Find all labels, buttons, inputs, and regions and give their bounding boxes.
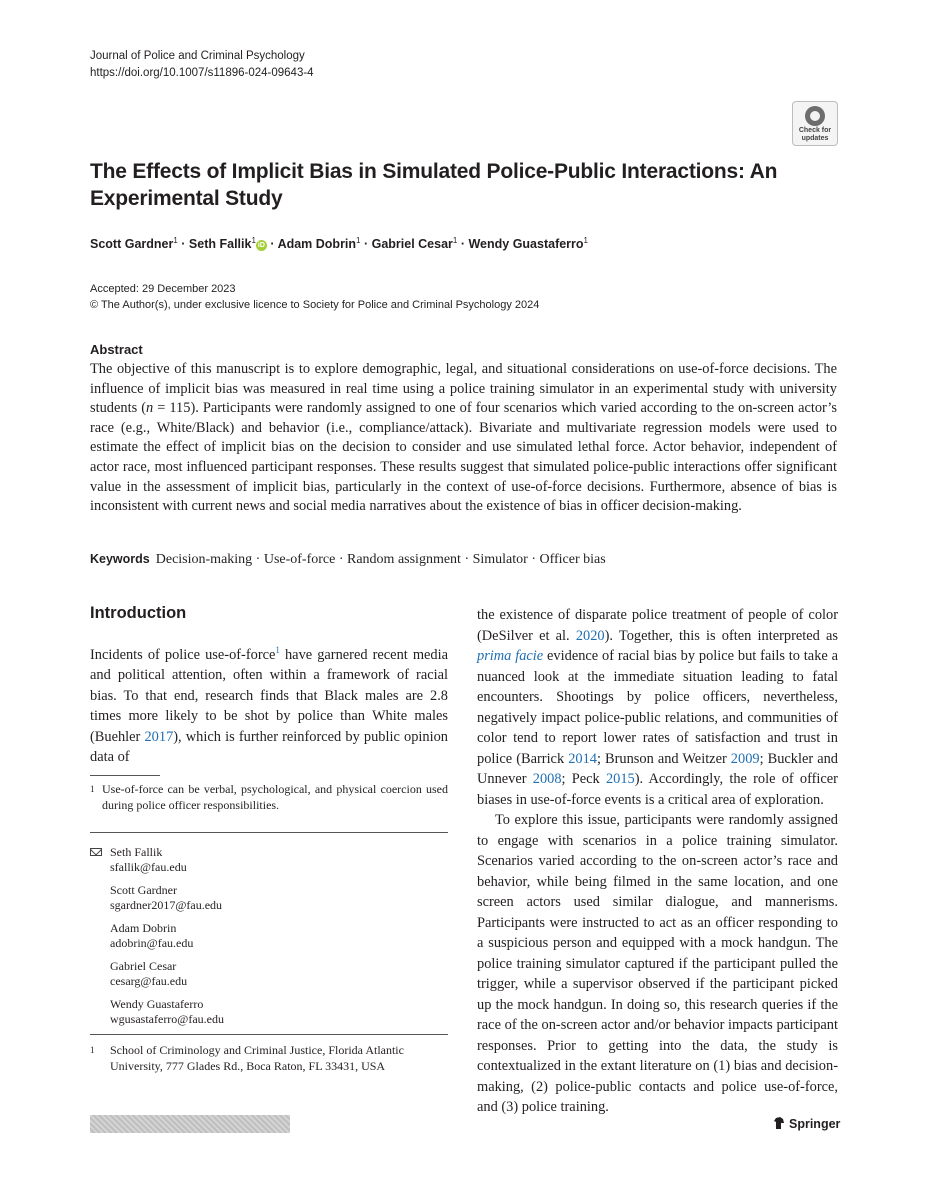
citation-link[interactable]: 2015 bbox=[605, 771, 635, 787]
footnote-ref[interactable]: 1 bbox=[275, 645, 280, 655]
journal-header bbox=[90, 48, 314, 82]
article-title: The Effects of Implicit Bias in Simulated Police-Public Interactions: An Experimental Study bbox=[90, 160, 778, 210]
author-affil-sup: 1 bbox=[173, 236, 178, 245]
keywords-label: Keywords bbox=[90, 552, 150, 566]
check-updates-label: Check for updates bbox=[798, 127, 832, 142]
citation-link[interactable]: 2008 bbox=[532, 771, 562, 787]
contact-name: Seth Fallik bbox=[110, 845, 163, 859]
footnote-text: Use-of-force can be verbal, psychological, and physical coercion used during police officer responsibilities. bbox=[102, 782, 448, 812]
italic-term: prima facie bbox=[477, 648, 544, 664]
author-affil-sup: 1 bbox=[583, 236, 588, 245]
author-separator: · bbox=[266, 237, 278, 252]
author-name[interactable]: Gabriel Cesar bbox=[371, 237, 453, 252]
author-list bbox=[90, 236, 588, 251]
author-name[interactable]: Wendy Guastaferro bbox=[468, 237, 584, 252]
contact-entry bbox=[110, 997, 224, 1027]
author-name[interactable]: Seth Fallik bbox=[188, 237, 252, 252]
author-affil-sup: 1 bbox=[356, 236, 361, 245]
crossmark-icon bbox=[805, 106, 825, 126]
contact-entry bbox=[110, 921, 193, 951]
springer-horse-icon bbox=[773, 1116, 785, 1130]
contact-name: Adam Dobrin bbox=[110, 921, 177, 935]
introduction-heading: Introduction bbox=[90, 604, 187, 622]
author-affil-sup: 1 bbox=[452, 236, 458, 245]
intro-left-paragraph: Incidents of police use-of-force$^1$ have garnered recent media and political attention, often within a framework of racial bias. To that end, research finds that Black males are 2.8 times more likely to be shot by police than White males (Buehler 2017), which is further reinforced by public opinion data of bbox=[90, 645, 448, 766]
contact-email[interactable]: wgusastaferro@fau.edu bbox=[110, 1012, 225, 1026]
author-separator: · bbox=[360, 237, 372, 252]
footnote-number: 1 bbox=[90, 784, 95, 794]
contact-name: Gabriel Cesar bbox=[110, 959, 177, 973]
publisher-name: Springer bbox=[789, 1117, 841, 1131]
correspondence-divider bbox=[90, 832, 448, 833]
intro-right-column bbox=[477, 605, 838, 1118]
contact-email[interactable]: cesarg@fau.edu bbox=[110, 974, 188, 988]
author-affil-sup: 1 bbox=[251, 236, 256, 245]
keywords-text: Decision-making · Use-of-force · Random assignment · Simulator · Officer bias bbox=[155, 552, 606, 567]
copyright-line: © The Author(s), under exclusive licence to Society for Police and Criminal Psychology 2024 bbox=[90, 299, 540, 311]
author-name[interactable]: Adam Dobrin bbox=[277, 237, 357, 252]
contact-email[interactable]: sfallik@fau.edu bbox=[110, 860, 187, 874]
doi-link[interactable]: https://doi.org/10.1007/s11896-024-09643-4 bbox=[90, 67, 314, 79]
author-separator: · bbox=[457, 237, 469, 252]
contact-name: Wendy Guastaferro bbox=[110, 997, 204, 1011]
abstract-text: The objective of this manuscript is to explore demographic, legal, and situational considerations on use-of-force decisions. The influence of implicit bias was measured in real time using a police training simulator in an experimental study with university students (n = 115). Participants were randomly assigned to one of four scenarios which varied according to the on-screen actor’s race (e.g., White/Black) and behavior (i.e., compliance/attack). Bivariate and multivariate regression models were used to estimate the effect of implicit bias on the decision to consider and use simulated lethal force. Actor behavior, independent of actor race, most influenced participant responses. These results suggest that simulated police-public interactions offer significant value in the assessment of implicit bias, particularly in the context of use-of-force decisions. Furthermore, absence of bias is inconsistent with current news and social media narratives about the existence of bias in officer decision-making. bbox=[90, 361, 837, 515]
author-separator: · bbox=[177, 237, 189, 252]
affiliation-text: School of Criminology and Criminal Justice, Florida Atlantic University, 777 Glades Rd., Boca Raton, FL 33431, USA bbox=[110, 1043, 404, 1073]
affiliation bbox=[90, 1043, 448, 1074]
contact-entry bbox=[110, 883, 222, 913]
citation-link[interactable]: 2014 bbox=[568, 750, 597, 767]
citation-link[interactable]: 2009 bbox=[730, 750, 760, 767]
intro-right-paragraph-2: To explore this issue, participants were randomly assigned to engage with scenarios in a police training simulator. Scenarios varied according to the on-screen actor’s race and behavior, while being filmed in the same location, and one screen actors used similar dialogue, and mannerisms. Participants were instructed to act as an officer responding to a suspicious person and equipped with a mock handgun. The police training simulator captured if the participant pulled the trigger, while a supervisor observed if the participant picked up the mock handgun. In doing so, this research queries if the race of the on-screen actor and/or behavior impacts participant responses. Prior to getting into the data, the study is contextualized in the extant literature on (1) bias and decision-making, (2) police-public contacts and police use-of-force, and (3) police training. bbox=[477, 812, 838, 1115]
footnote bbox=[90, 781, 448, 813]
contact-name: Scott Gardner bbox=[110, 883, 177, 897]
orcid-icon[interactable]: iD bbox=[257, 242, 265, 250]
contact-entry bbox=[110, 959, 187, 989]
citation-link[interactable]: 2017 bbox=[144, 728, 174, 745]
abstract-heading: Abstract bbox=[90, 342, 143, 357]
affiliation-number: 1 bbox=[90, 1045, 95, 1055]
keywords bbox=[90, 550, 837, 569]
footer-decoration bbox=[90, 1115, 290, 1133]
affiliation-divider bbox=[90, 1034, 448, 1035]
check-for-updates-badge[interactable] bbox=[792, 101, 838, 146]
author-name[interactable]: Scott Gardner bbox=[90, 237, 174, 252]
n-variable: n bbox=[146, 400, 154, 417]
journal-name: Journal of Police and Criminal Psychology bbox=[90, 50, 305, 62]
publication-dates bbox=[90, 281, 539, 313]
intro-right-paragraph-1: the existence of disparate police treatment of people of color (DeSilver et al. 2020). Together, this is often interpreted as prima facie evidence of racial bias by police but fails to take a nuanced look at the immediate situation leading to fatal encounters. Shootings by police officers, nevertheless, negatively impact police-public relations, and communities of color tend to report lower rates of satisfaction and trust in police (Barrick 2014; Brunson and Weitzer 2009; Buckler and Unnever 2008; Peck 2015). Accordingly, the role of officer biases in use-of-force events is a critical area of exploration. bbox=[477, 607, 839, 808]
envelope-icon bbox=[90, 848, 102, 856]
contact-email[interactable]: sgardner2017@fau.edu bbox=[110, 898, 223, 912]
contact-email[interactable]: adobrin@fau.edu bbox=[110, 936, 194, 950]
citation-link[interactable]: 2020 bbox=[575, 627, 605, 644]
springer-logo bbox=[773, 1116, 840, 1131]
footnote-divider bbox=[90, 775, 160, 776]
contact-entry bbox=[110, 845, 187, 875]
accepted-date: Accepted: 29 December 2023 bbox=[90, 283, 236, 295]
